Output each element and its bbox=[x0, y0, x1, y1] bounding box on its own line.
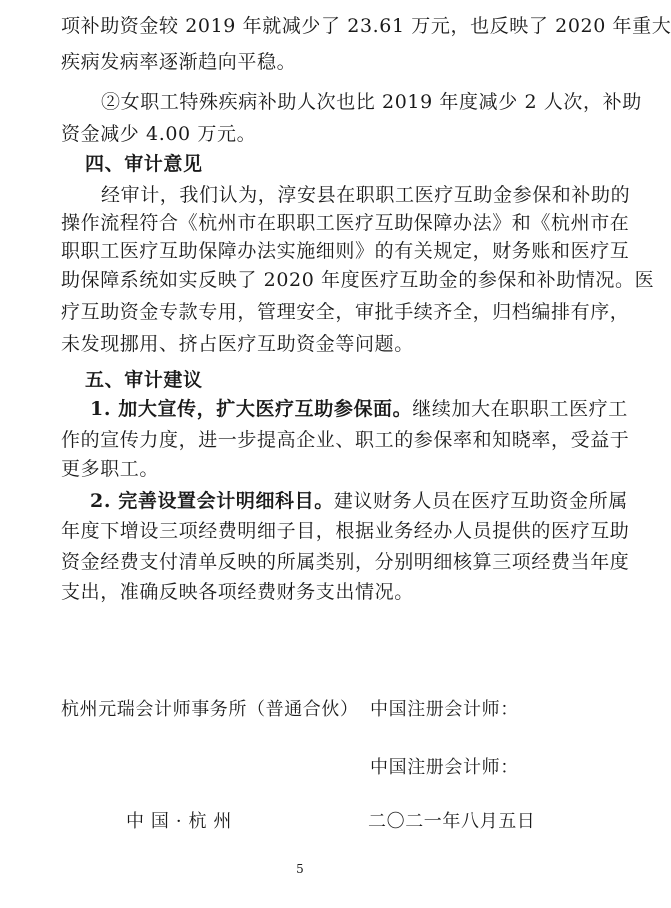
suggestion-2-text: 建议财务人员在医疗互助资金所属 bbox=[333, 490, 628, 512]
paragraph-line: 作的宣传力度，进一步提高企业、职工的参保率和知晓率，受益于 bbox=[61, 429, 630, 451]
audit-firm-name: 杭州元瑞会计师事务所（普通合伙） bbox=[61, 699, 359, 720]
suggestion-1-title: 1. 加大宣传，扩大医疗互助参保面。 bbox=[90, 398, 413, 420]
suggestion-2-title: 2. 完善设置会计明细科目。 bbox=[90, 490, 334, 512]
page-number: 5 bbox=[296, 862, 304, 876]
paragraph-line: 项补助资金较 2019 年就减少了 23.61 万元，也反映了 2020 年重大 bbox=[61, 15, 671, 37]
cpa-signature-label-2: 中国注册会计师： bbox=[370, 757, 519, 778]
suggestion-1-line bbox=[90, 397, 628, 421]
paragraph-line: 疾病发病率逐渐趋向平稳。 bbox=[61, 51, 297, 73]
paragraph-line: 支出，准确反映各项经费财务支出情况。 bbox=[61, 581, 414, 603]
cpa-signature-label-1: 中国注册会计师： bbox=[370, 699, 519, 720]
paragraph-line: 资金减少 4.00 万元。 bbox=[61, 123, 257, 145]
section-heading-audit-opinion: 四、审计意见 bbox=[85, 153, 203, 175]
paragraph-line: 资金经费支付清单反映的所属类别，分别明细核算三项经费当年度 bbox=[61, 551, 630, 573]
paragraph-line: 年度下增设三项经费明细子目，根据业务经办人员提供的医疗互助 bbox=[61, 520, 630, 542]
paragraph-line: 疗互助资金专款专用，管理安全，审批手续齐全，归档编排有序， bbox=[61, 301, 630, 323]
paragraph-line: 操作流程符合《杭州市在职职工医疗互助保障办法》和《杭州市在 bbox=[61, 212, 630, 234]
paragraph-line: 助保障系统如实反映了 2020 年度医疗互助金的参保和补助情况。医 bbox=[61, 269, 655, 291]
signature-location: 中 国 · 杭 州 bbox=[126, 811, 233, 832]
section-heading-audit-suggestions: 五、审计建议 bbox=[85, 369, 203, 391]
paragraph-line: 未发现挪用、挤占医疗互助资金等问题。 bbox=[61, 333, 414, 355]
paragraph-line: 职职工医疗互助保障办法实施细则》的有关规定，财务账和医疗互 bbox=[61, 240, 630, 262]
paragraph-line: 更多职工。 bbox=[61, 458, 160, 480]
paragraph-line: 经审计，我们认为，淳安县在职职工医疗互助金参保和补助的 bbox=[101, 184, 631, 206]
paragraph-line: ②女职工特殊疾病补助人次也比 2019 年度减少 2 人次，补助 bbox=[101, 91, 642, 113]
suggestion-1-text: 继续加大在职职工医疗工 bbox=[412, 398, 628, 420]
suggestion-2-line bbox=[90, 489, 628, 513]
signature-date: 二〇二一年八月五日 bbox=[368, 811, 536, 832]
